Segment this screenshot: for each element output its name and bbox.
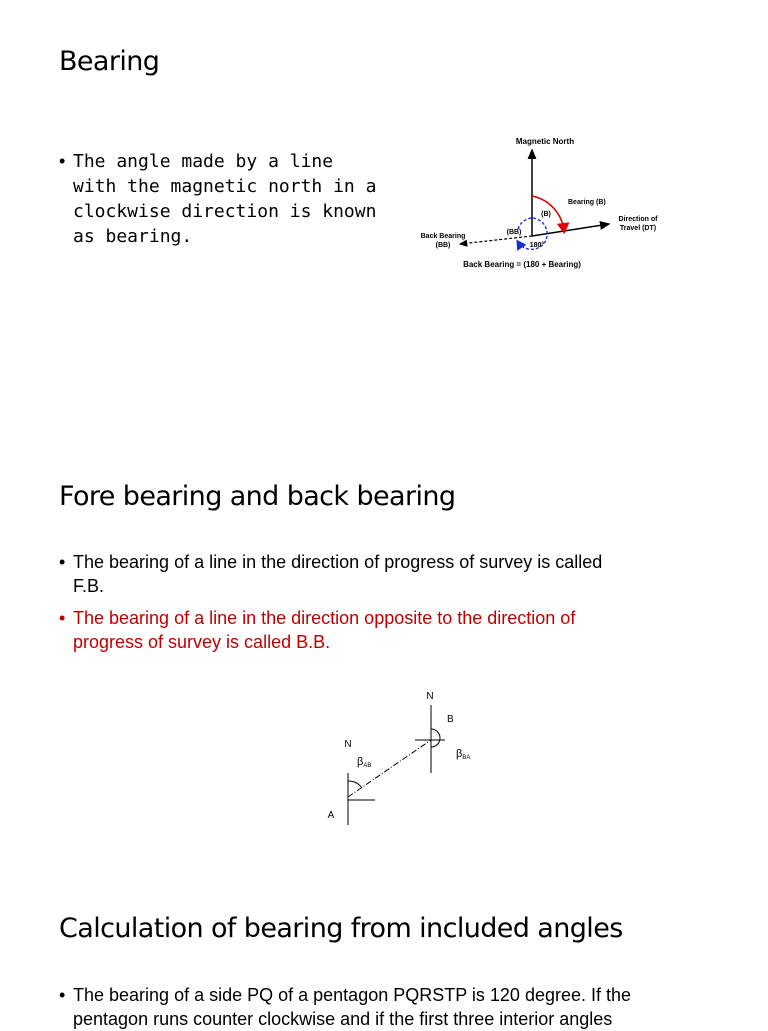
text-line: The bearing of a side PQ of a pentagon PQRSTP is 120 degree. If the [73,985,632,1005]
b-label: (B) [541,211,551,218]
text-line: as bearing. [73,226,193,247]
text-line: The bearing of a line in the direction opposite to the direction of [73,608,576,628]
magnetic-north-label: Magnetic North [515,137,575,146]
heading-calculation: Calculation of bearing from included angles [59,913,623,944]
bullet-dot: • [59,608,66,628]
north-b-label: N [426,691,434,702]
b-point-label: B [447,714,454,725]
a-point-label: A [327,810,335,821]
direction-of-label: Direction of [618,216,658,223]
bb-label: (BB) [506,229,522,236]
back-bearing-formula: Back Bearing = (180 + Bearing) [463,260,581,269]
angle-180-label: 180° [529,242,545,249]
beta-ab-label: βAB [357,756,372,769]
north-a-label: N [344,739,352,750]
back-bearing-bullet [59,606,739,654]
bullet-dot: • [59,552,66,572]
text-line: with the magnetic north in a [73,176,377,197]
travel-dt-label: Travel (DT) [619,225,657,232]
bearing-diagram [400,130,680,280]
text-line: clockwise direction is known [73,201,377,222]
text-line: pentagon runs counter clockwise and if the first three interior angles [73,1009,613,1029]
text-line: progress of survey is called B.B. [73,632,331,652]
fore-bearing-bullet [59,550,739,598]
angle-arc-b [431,729,440,747]
direction-of-travel-line [532,224,609,236]
heading-fore-back-bearing: Fore bearing and back bearing [59,481,456,512]
back-bearing-line [460,236,532,244]
bearing-b-label: Bearing (B) [568,199,606,206]
bullet-dot: • [59,151,66,171]
back-bearing-label: Back Bearing [420,233,466,240]
fore-back-bearing-diagram [320,685,490,830]
text-line: The bearing of a line in the direction of progress of survey is called [73,552,603,572]
text-line: The angle made by a line [73,151,334,172]
bearing-definition [59,149,389,249]
line-ab [348,740,431,797]
bullet-dot: • [59,985,66,1005]
beta-ba-label: βBA [456,748,471,761]
angle-arc-a [348,781,362,788]
text-line: F.B. [73,576,105,596]
bb-paren-label: (BB) [435,242,451,249]
heading-bearing: Bearing [59,46,160,77]
